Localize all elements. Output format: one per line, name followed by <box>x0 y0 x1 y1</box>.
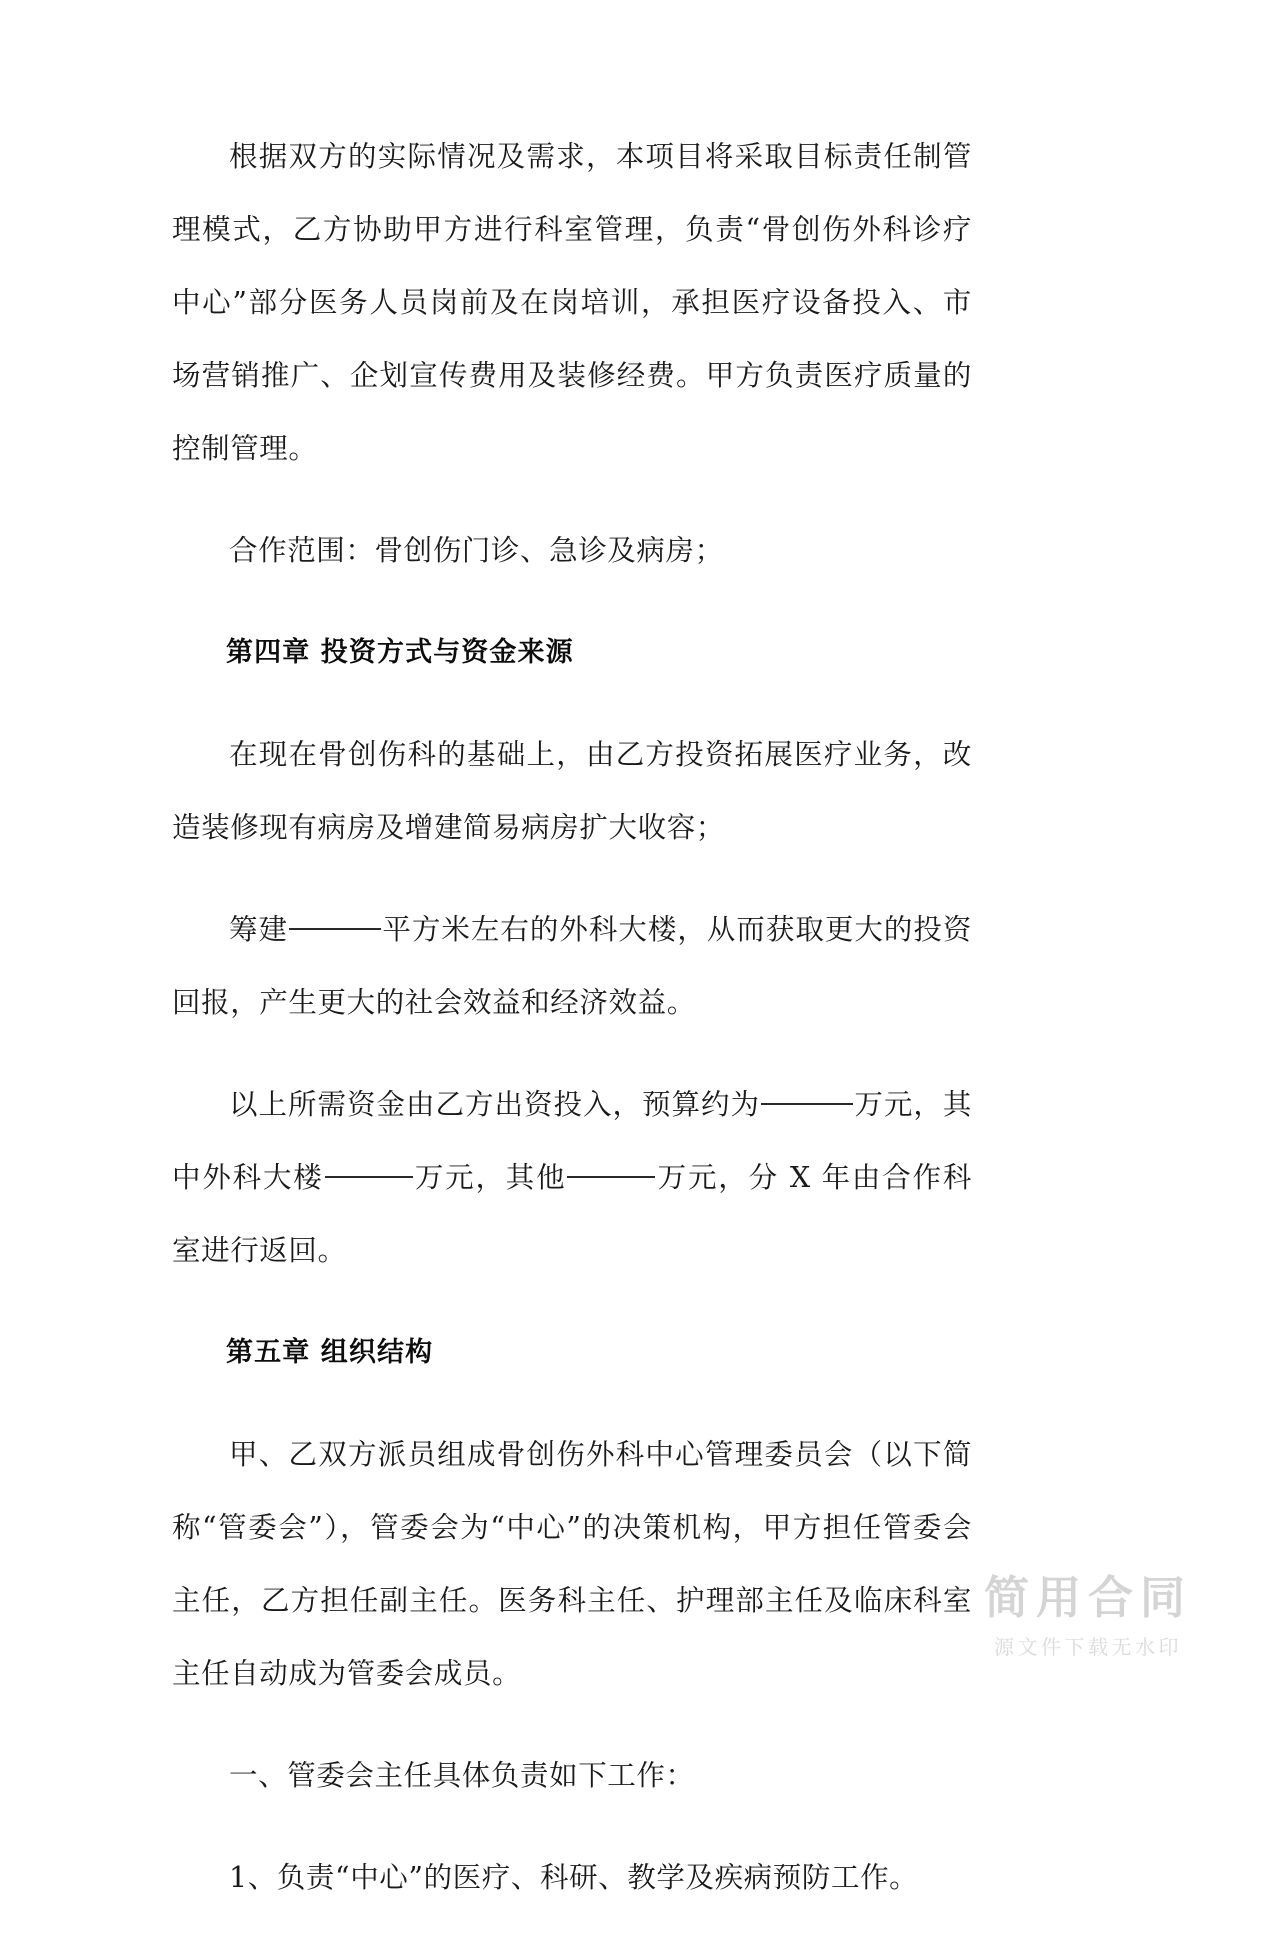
paragraph-surgical-building <box>172 893 972 1039</box>
paragraph-investment-basis: 在现在骨创伤科的基础上，由乙方投资拓展医疗业务，改造装修现有病房及增建简易病房扩大收容； <box>172 738 972 844</box>
text-segment: 万元，分 X 年由合作科室进行返回。 <box>172 1161 972 1267</box>
watermark-brand-text: 简用合同 <box>983 1570 1192 1624</box>
watermark-subtitle-text: 源文件下载无水印 <box>993 1635 1182 1659</box>
document-body <box>172 120 972 1943</box>
fill-in-blank-budget[interactable] <box>761 1076 853 1105</box>
text-segment: 以上所需资金由乙方出资投入，预算约为 <box>229 1088 760 1121</box>
text-segment: 筹建 <box>229 913 288 946</box>
paragraph-management-model: 根据双方的实际情况及需求，本项目将采取目标责任制管理模式，乙方协助甲方进行科室管理，负责“骨创伤外科诊疗中心”部分医务人员岗前及在岗培训，承担医疗设备投入、市场营销推广、企划宣传费用及装修经费。甲方负责医疗质量的控制管理。 <box>172 140 972 465</box>
heading-chapter-four: 第四章 投资方式与资金来源 <box>226 637 574 668</box>
text-segment: 万元，其中外科大楼 <box>172 1088 972 1194</box>
paragraph-funding-budget <box>172 1068 972 1287</box>
fill-in-blank-building-cost[interactable] <box>325 1149 413 1178</box>
watermark <box>983 1570 1192 1660</box>
paragraph-cooperation-scope: 合作范围：骨创伤门诊、急诊及病房； <box>229 534 724 567</box>
text-segment: 万元，其他 <box>413 1161 567 1194</box>
paragraph-chairman-duties-intro: 一、管委会主任具体负责如下工作： <box>229 1759 695 1792</box>
fill-in-blank-area[interactable] <box>289 901 381 930</box>
text-segment: 平方米左右的外科大楼，从而获取更大的投资回报，产生更大的社会效益和经济效益。 <box>172 913 972 1019</box>
paragraph-duty-item-1: 1、负责“中心”的医疗、科研、教学及疾病预防工作。 <box>229 1861 919 1894</box>
fill-in-blank-other-cost[interactable] <box>567 1149 655 1178</box>
paragraph-management-committee: 甲、乙双方派员组成骨创伤外科中心管理委员会（以下简称“管委会”），管委会为“中心”的决策机构，甲方担任管委会主任，乙方担任副主任。医务科主任、护理部主任及临床科室主任自动成为管委会成员。 <box>172 1438 972 1690</box>
heading-chapter-five: 第五章 组织结构 <box>226 1337 434 1368</box>
